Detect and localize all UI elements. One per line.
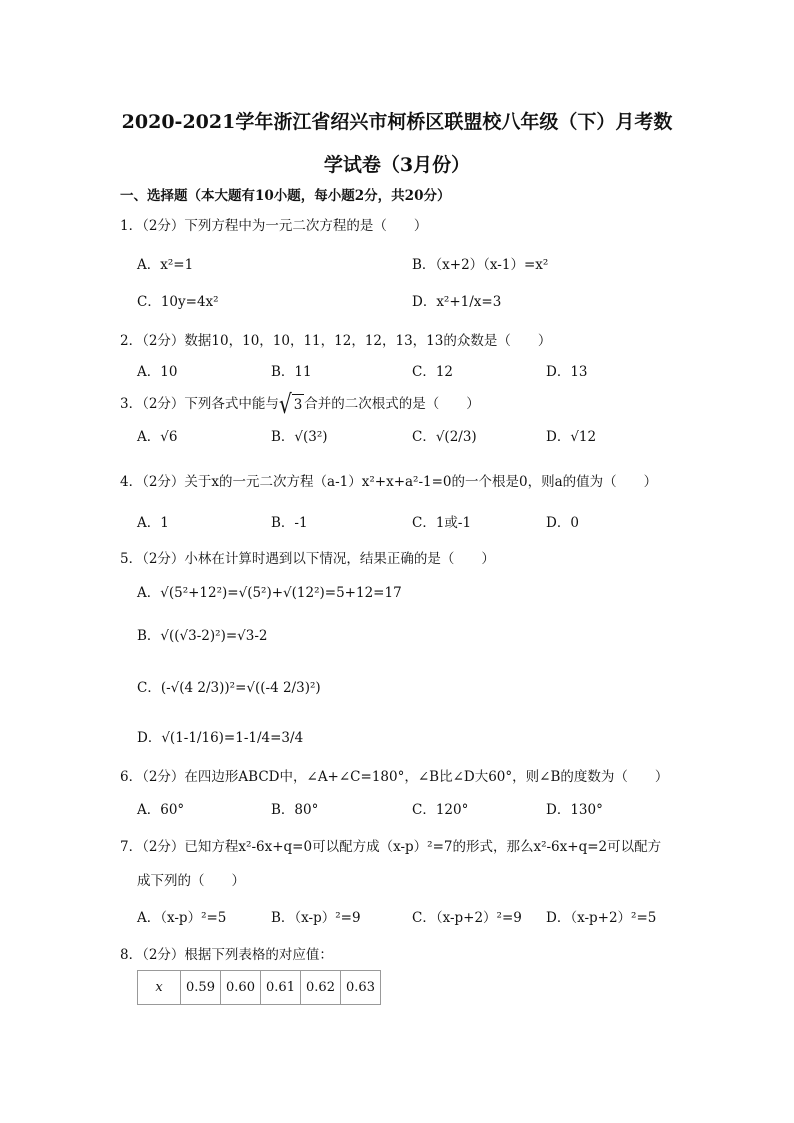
section-heading: 一、选择题（本大题有10小题，每小题2分，共20分） (120, 188, 451, 204)
q4-option-c: C．1或-1 (412, 515, 472, 531)
q2-stem: 2．（2分）数据10，10，10，11，12，12，13，13的众数是（ ） (120, 333, 552, 349)
q7-stem-line1: 7．（2分）已知方程x²-6x+q=0可以配方成（x-p）²=7的形式，那么x²-6x+q=2可以配方 (120, 839, 662, 855)
q7-option-d: D．（x-p+2）²=5 (546, 910, 657, 926)
q5-option-b: B．√((√3-2)²)=√3-2 (137, 628, 268, 644)
q2-option-b: B．11 (271, 364, 312, 380)
q8-value-table (137, 970, 381, 1005)
q1-option-c: C．10y=4x² (137, 294, 219, 310)
q1-option-d: D．x²+1/x=3 (412, 294, 502, 310)
q5-option-d: D．√(1-1/16)=1-1/4=3/4 (137, 730, 304, 746)
q2-option-c: C．12 (412, 364, 454, 380)
table-cell: x (138, 971, 181, 1005)
table-cell: 0.60 (221, 971, 261, 1005)
q3-stem-radicand: 3 (292, 394, 305, 415)
q3-option-c: C．√(2/3) (412, 429, 477, 445)
q4-stem: 4．（2分）关于x的一元二次方程（a-1）x²+x+a²-1=0的一个根是0，则a的值为（ ） (120, 474, 658, 490)
q1-stem: 1．（2分）下列方程中为一元二次方程的是（ ） (120, 218, 428, 234)
q2-option-a: A．10 (137, 364, 178, 380)
q3-option-b: B．√(3²) (271, 429, 328, 445)
page-title-line1: 2020-2021学年浙江省绍兴市柯桥区联盟校八年级（下）月考数 (121, 111, 673, 133)
q2-option-d: D．13 (546, 364, 588, 380)
q3-stem-post: 合并的二次根式的是（ ） (304, 396, 480, 412)
q8-stem: 8．（2分）根据下列表格的对应值： (120, 947, 333, 963)
q6-option-b: B．80° (271, 802, 319, 818)
page-title-line2: 学试卷（3月份） (323, 154, 471, 176)
q4-option-d: D．0 (546, 515, 579, 531)
q5-option-c: C．(-√(4 2/3))²=√((-4 2/3)²) (137, 680, 321, 696)
q3-stem (120, 388, 480, 420)
q5-option-a: A．√(5²+12²)=√(5²)+√(12²)=5+12=17 (137, 585, 402, 601)
q4-option-a: A．1 (137, 515, 169, 531)
q6-stem: 6．（2分）在四边形ABCD中，∠A+∠C=180°，∠B比∠D大60°，则∠B的度数为（ ） (120, 769, 669, 785)
q7-stem-line2: 成下列的（ ） (137, 873, 245, 889)
q4-option-b: B．-1 (271, 515, 308, 531)
q5-stem: 5．（2分）小林在计算时遇到以下情况，结果正确的是（ ） (120, 551, 495, 567)
table-cell: 0.63 (341, 971, 381, 1005)
table-cell: 0.59 (181, 971, 221, 1005)
table-cell: 0.61 (261, 971, 301, 1005)
q7-option-b: B．（x-p）²=9 (271, 910, 361, 926)
q6-option-d: D．130° (546, 802, 603, 818)
q3-option-a: A．√6 (137, 429, 178, 445)
table-row (138, 971, 381, 1005)
q3-option-d: D．√12 (546, 429, 597, 445)
q7-option-c: C．（x-p+2）²=9 (412, 910, 522, 926)
q3-stem-pre: 3．（2分）下列各式中能与 (120, 396, 279, 412)
sqrt-symbol: √ 3 (278, 388, 303, 420)
q1-option-a: A．x²=1 (137, 257, 194, 273)
q6-option-c: C．120° (412, 802, 469, 818)
q7-option-a: A．（x-p）²=5 (137, 910, 227, 926)
q6-option-a: A．60° (137, 802, 185, 818)
table-cell: 0.62 (301, 971, 341, 1005)
q1-option-b: B．（x+2）（x-1）=x² (412, 257, 549, 273)
